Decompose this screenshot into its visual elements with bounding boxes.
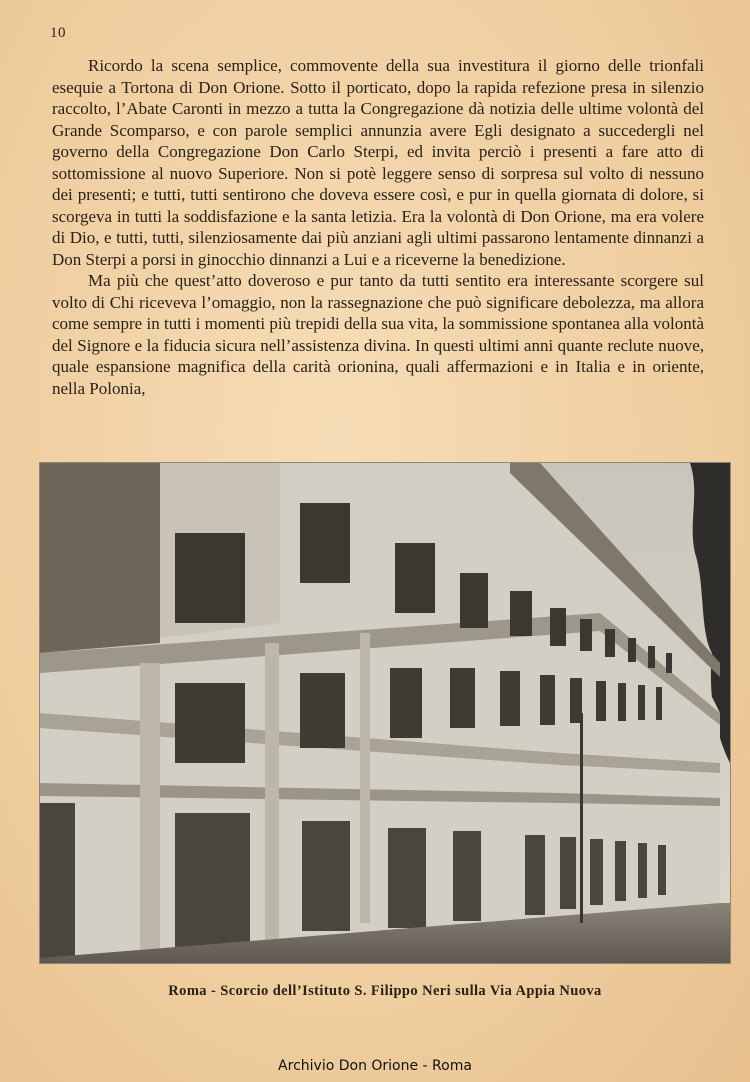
article-body xyxy=(52,55,704,399)
building-photo xyxy=(40,463,730,963)
archive-footer: Archivio Don Orione - Roma xyxy=(278,1058,472,1074)
paragraph-2: Ma più che quest’atto doveroso e pur tanto da tutti sentito era interessante scorgere sul volto di Chi riceveva l’omaggio, non la rassegnazione che può significare debolezza, ma allora come sempre in tutti i momenti più trepidi della sua vita, la sommissione spontanea alla volontà del Signore e la fiducia sicura nell’assistenza divina. In questi ultimi anni quante reclute nuove, quale espansione magnifica della carità orionina, quali affermazioni e in Italia e in oriente, nella Polonia, xyxy=(52,271,704,398)
building-illustration xyxy=(40,463,730,963)
paragraph-1: Ricordo la scena semplice, commovente della sua investitura il giorno delle trionfali esequie a Tortona di Don Orione. Sotto il porticato, dopo la rapida refezione presa in silenzio raccolto, l’Abate Caronti in mezzo a tutta la Congregazione dà notizia delle ultime volontà del Grande Scomparso, e con parole semplici annunzia avere Egli designato a succedergli nel governo della Congregazione Don Carlo Sterpi, ed invita perciò i presenti a fare atto di sottomissione al nuovo Superiore. Non si potè leggere senso di sorpresa sul volto di nessuno dei presenti; e tutti, tutti sentirono che doveva essere così, e pur in quella giornata di dolore, si scorgeva in tutti la soddisfazione e la santa letizia. Era la volontà di Don Orione, ma era volere di Dio, e tutti, tutti, silenziosamente dai più anziani agli ultimi passarono lentamente dinnanzi a Don Sterpi a porsi in ginocchio dinnanzi a Lui e a riceverne la benedizione. xyxy=(52,56,704,269)
photo-caption: Roma - Scorcio dell’Istituto S. Filippo Neri sulla Via Appia Nuova xyxy=(168,983,602,999)
page-number: 10 xyxy=(50,25,66,41)
